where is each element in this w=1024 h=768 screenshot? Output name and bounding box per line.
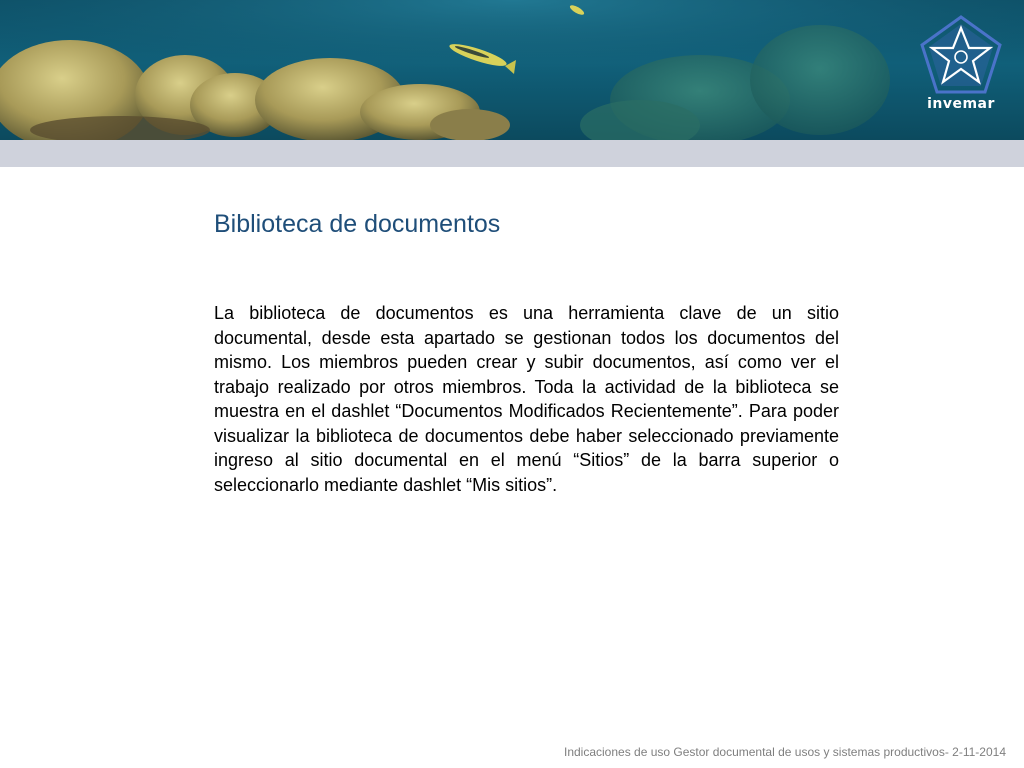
slide-footer: Indicaciones de uso Gestor documental de usos y sistemas productivos- 2-11-2014 xyxy=(563,745,1006,759)
header-divider-band xyxy=(0,140,1024,167)
coral-reef-image xyxy=(0,0,1024,140)
header-banner xyxy=(0,0,1024,140)
logo-text: invemar xyxy=(927,96,995,112)
invemar-logo xyxy=(918,14,1004,122)
slide-title: Biblioteca de documentos xyxy=(214,210,501,238)
slide-body-text: La biblioteca de documentos es una herramienta clave de un sitio documental, desde esta apartado se gestionan todos los documentos del mismo. Los miembros pueden crear y subir documentos, así como ver el trabajo realizado por otros miembros. Toda la actividad de la biblioteca se muestra en el dashlet “Documentos Modificados Recientemente”. Para poder visualizar la biblioteca de documentos debe haber seleccionado previamente ingreso al sitio documental en el menú “Sitios” de la barra superior o seleccionarlo mediante dashlet “Mis sitios”. xyxy=(214,303,839,495)
star-pentagon-icon xyxy=(918,14,1004,98)
